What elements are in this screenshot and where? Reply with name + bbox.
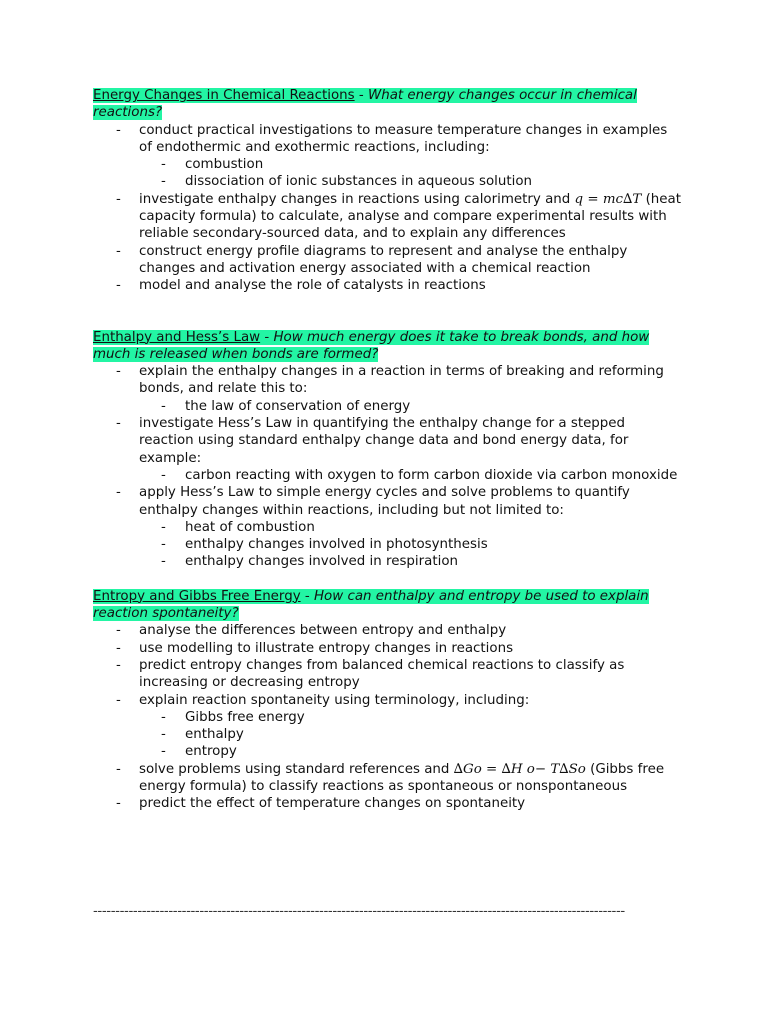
bullet-dash: - — [116, 278, 121, 294]
item-text: analyse the differences between entropy and enthalpy — [139, 623, 507, 639]
item-text: combustion — [185, 157, 264, 173]
sub-list-item — [93, 467, 683, 484]
item-text: enthalpy changes involved in photosynthesis — [185, 537, 488, 553]
section-heading: Enthalpy and Hess’s Law - How much energy does it take to break bonds, and how much is released when bonds are formed? — [93, 329, 650, 362]
section-title: Enthalpy and Hess’s Law — [93, 329, 261, 345]
list-item — [93, 657, 683, 692]
item-text: apply Hess’s Law to simple energy cycles and solve problems to quantify enthalpy changes within reactions, including but not limited to: — [139, 485, 630, 518]
section-question: What energy changes occur in chemical reactions? — [93, 88, 637, 121]
item-text: explain the enthalpy changes in a reaction in terms of breaking and reforming bonds, and relate this to: — [139, 364, 664, 397]
section-question: How can enthalpy and entropy be used to explain reaction spontaneity? — [93, 588, 649, 622]
bullet-list — [93, 363, 683, 571]
bullet-dash: - — [161, 554, 166, 570]
section-title: Energy Changes in Chemical Reactions — [93, 88, 355, 103]
formula: ∆Go = ∆H o− T∆So — [453, 761, 586, 777]
bullet-dash: - — [161, 174, 166, 190]
item-text: enthalpy — [185, 727, 244, 743]
list-item — [93, 191, 683, 243]
item-text: investigate Hess’s Law in quantifying the enthalpy change for a stepped reaction using standard enthalpy change data and bond energy data, for example: — [139, 416, 629, 466]
bullet-dash: - — [161, 744, 166, 760]
sub-list-item — [93, 173, 683, 190]
bullet-dash: - — [116, 623, 121, 639]
bullet-dash: - — [116, 657, 121, 673]
bullet-dash: - — [161, 157, 166, 173]
bullet-dash: - — [161, 537, 166, 553]
item-text: (Gibbs free energy formula) to classify reactions as spontaneous or nonspontaneous — [139, 761, 665, 794]
page-divider: ------------------------------------------------------------------------------------------------------------------------ — [93, 904, 625, 919]
section-heading: Energy Changes in Chemical Reactions - What energy changes occur in chemical reactions? — [93, 88, 637, 121]
item-text: the law of conservation of energy — [185, 398, 411, 414]
bullet-dash: - — [161, 709, 166, 725]
section-title: Entropy and Gibbs Free Energy — [93, 588, 301, 604]
sub-list-item — [93, 156, 683, 173]
list-item — [93, 795, 683, 812]
list-item — [93, 761, 683, 796]
section-question: How much energy does it take to break bonds, and how much is released when bonds are formed? — [93, 329, 650, 362]
item-text: predict the effect of temperature changes on spontaneity — [139, 796, 526, 812]
bullet-dash: - — [116, 761, 121, 777]
bullet-dash: - — [116, 191, 121, 207]
list-item — [93, 484, 683, 519]
section-heading: Entropy and Gibbs Free Energy - How can enthalpy and entropy be used to explain reaction spontaneity? — [93, 588, 649, 622]
list-item — [93, 243, 683, 278]
list-item — [93, 640, 683, 657]
bullet-list — [93, 622, 683, 812]
list-item — [93, 363, 683, 398]
item-text: Gibbs free energy — [185, 709, 305, 725]
list-item — [93, 415, 683, 467]
sub-list-item — [93, 709, 683, 726]
bullet-list — [93, 122, 683, 295]
item-text: solve problems using standard references and — [139, 761, 454, 777]
list-item — [93, 622, 683, 639]
bullet-dash: - — [116, 796, 121, 812]
section-energy-changes — [93, 87, 683, 295]
item-text: conduct practical investigations to measure temperature changes in examples of endothermic and exothermic reactions, including: — [139, 122, 668, 155]
bullet-dash: - — [116, 364, 121, 380]
list-item — [93, 692, 683, 709]
item-text: explain reaction spontaneity using terminology, including: — [139, 692, 530, 708]
sub-list-item — [93, 398, 683, 415]
bullet-dash: - — [116, 416, 121, 432]
bullet-dash: - — [116, 640, 121, 656]
item-text: (heat capacity formula) to calculate, analyse and compare experimental results with reliable secondary-sourced data, and to explain any differences — [139, 191, 681, 242]
bullet-dash: - — [116, 485, 121, 501]
item-text: construct energy profile diagrams to represent and analyse the enthalpy changes and activation energy associated with a chemical reaction — [139, 243, 628, 276]
item-text: entropy — [185, 744, 237, 760]
bullet-dash: - — [116, 692, 121, 708]
item-text: model and analyse the role of catalysts in reactions — [139, 278, 486, 294]
item-text: heat of combustion — [185, 519, 315, 535]
sub-list-item — [93, 743, 683, 760]
bullet-dash: - — [161, 727, 166, 743]
list-item — [93, 277, 683, 294]
item-text: use modelling to illustrate entropy changes in reactions — [139, 640, 514, 656]
item-text: enthalpy changes involved in respiration — [185, 554, 459, 570]
bullet-dash: - — [161, 519, 166, 535]
bullet-dash: - — [116, 243, 121, 259]
item-text: predict entropy changes from balanced chemical reactions to classify as increasing or decreasing entropy — [139, 657, 625, 691]
item-text: investigate enthalpy changes in reactions using calorimetry and — [139, 191, 575, 207]
section-enthalpy-hess — [93, 329, 683, 571]
document-page — [93, 87, 683, 813]
bullet-dash: - — [116, 122, 121, 138]
item-text: carbon reacting with oxygen to form carbon dioxide via carbon monoxide — [185, 467, 678, 483]
sub-list-item — [93, 726, 683, 743]
item-text: dissociation of ionic substances in aqueous solution — [185, 174, 533, 190]
sub-list-item — [93, 536, 683, 553]
sub-list-item — [93, 553, 683, 570]
section-entropy-gibbs — [93, 588, 683, 813]
formula: q = mc∆T — [574, 191, 642, 207]
bullet-dash: - — [161, 398, 166, 414]
sub-list-item — [93, 519, 683, 536]
list-item — [93, 122, 683, 157]
bullet-dash: - — [161, 467, 166, 483]
